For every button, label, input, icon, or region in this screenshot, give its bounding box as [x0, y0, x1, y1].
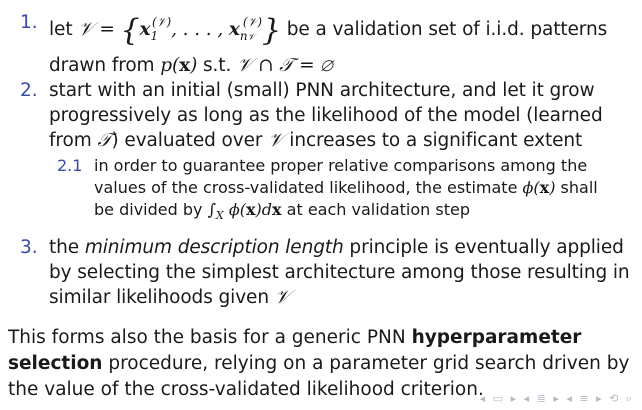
item-1-line-1 — [49, 10, 607, 51]
nav-frame-icon[interactable]: ◂ ▭ ▸ — [479, 392, 519, 405]
integral-formula: $\int_X$ ϕ(x)dx — [207, 200, 282, 222]
item-3-line1-a: the — [49, 237, 85, 258]
para-line-2 — [8, 351, 629, 377]
validation-set-symbol: 𝒱 — [268, 130, 284, 151]
nav-section-icon[interactable]: ◂ ≣ ▸ — [523, 392, 561, 405]
item-2-line-3 — [49, 128, 603, 153]
sublist-item-2-1 — [94, 155, 598, 227]
para-bold-1: hyperparameter — [411, 327, 582, 348]
item-2-line-2: progressively as long as the likelihood of the model (learned — [49, 105, 603, 126]
item-3-line-2: by selecting the simplest architecture among those resulting in — [49, 262, 630, 283]
list-number-1: 1. — [20, 12, 38, 33]
list-item-2 — [49, 78, 603, 153]
item-2-line3-a: from — [49, 130, 98, 151]
sub-line-1: in order to guarantee proper relative comparisons among the — [94, 156, 588, 175]
item-1-prefix: let — [49, 19, 73, 40]
training-set-symbol: 𝒯 — [97, 130, 112, 151]
validation-set-symbol-2: 𝒱 — [274, 287, 291, 308]
list-item-1 — [49, 10, 607, 78]
item-1-st: s.t. — [202, 55, 232, 76]
list-item-3 — [49, 235, 630, 310]
sub-line2-b: shall — [560, 178, 598, 197]
para-line2-b: procedure, relying on a parameter grid search driven by — [102, 353, 630, 374]
sub-line-2 — [94, 177, 598, 199]
para-bold-2: selection — [8, 353, 103, 374]
item-1-line2-prefix: drawn from — [49, 55, 155, 76]
item-2-line3-c: increases to a significant extent — [283, 130, 583, 151]
disjoint-formula: 𝒱 ∩ 𝒯 = ∅ — [237, 55, 333, 76]
nav-search-icon[interactable]: ⟲ ⌕ — [609, 392, 634, 405]
sub-line-3 — [94, 199, 598, 227]
sub-line3-a: be divided by — [94, 200, 203, 219]
density-formula: p(x) — [160, 55, 198, 76]
validation-set-formula: 𝒱 = {$x_1^{(𝒱)}$, . . . , $x_{n𝒱}^{(𝒱)}$} — [78, 13, 281, 48]
phi-formula: ϕ(x) — [522, 178, 556, 197]
item-2-line3-b: ) evaluated over — [111, 130, 269, 151]
sublist-number-2-1: 2.1 — [57, 156, 83, 175]
list-number-2: 2. — [20, 80, 38, 101]
item-3-line1-b: principle is eventually applied — [343, 237, 624, 258]
para-line-3: the value of the cross-validated likelihood criterion. — [8, 379, 484, 400]
item-1-text: be a validation set of i.i.d. patterns — [286, 19, 608, 40]
item-3-line3-a: similar likelihoods given — [49, 287, 275, 308]
sub-line3-b: at each validation step — [286, 200, 470, 219]
item-2-line-1: start with an initial (small) PNN architecture, and let it grow — [49, 80, 595, 101]
para-line1-a: This forms also the basis for a generic PNN — [8, 327, 412, 348]
nav-subsection-icon[interactable]: ◂ ≡ ▸ — [566, 392, 604, 405]
item-1-line-2 — [49, 53, 607, 78]
para-line-1 — [8, 325, 629, 351]
item-3-line-1 — [49, 235, 630, 260]
sub-line2-a: values of the cross-validated likelihood, the estimate — [94, 178, 518, 197]
beamer-navigation-icons[interactable] — [480, 392, 634, 406]
item-3-line-3 — [49, 285, 630, 310]
list-number-3: 3. — [20, 237, 38, 258]
mdl-term: minimum description length — [84, 237, 344, 258]
